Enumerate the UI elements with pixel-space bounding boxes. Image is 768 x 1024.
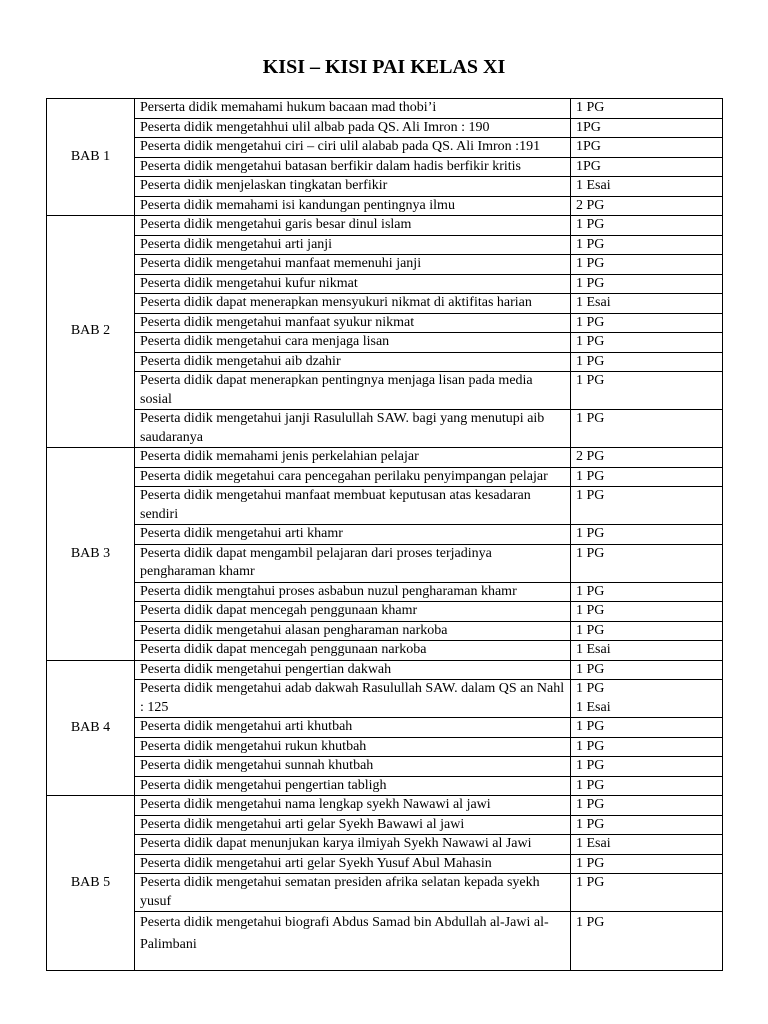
indicator-cell: Peserta didik dapat mengambil pelajaran dari proses terjadinya pengharaman khamr [135,544,571,582]
score-cell [571,525,723,545]
indicator-cell: Peserta didik mengetahui adab dakwah Rasulullah SAW. dalam QS an Nahl : 125 [135,680,571,718]
indicator-cell: Peserta didik dapat mencegah penggunaan narkoba [135,641,571,661]
score-value: 1 PG [576,603,605,618]
score-value: 1 PG [576,373,605,388]
indicator-cell: Peserta didik dapat menerapkan mensyukuri nikmat di aktifitas harian [135,294,571,314]
indicator-cell: Peserta didik mengetahui kufur nikmat [135,274,571,294]
indicator-cell: Peserta didik mengetahui aib dzahir [135,352,571,372]
table-row [47,467,723,487]
score-cell [571,294,723,314]
score-value: 1 PG [576,622,605,638]
table-row [47,333,723,353]
table-row [47,138,723,158]
table-row [47,718,723,738]
score-value-secondary: 1 Esai [576,699,611,715]
indicator-cell: Peserta didik mengetahui manfaat membuat keputusan atas kesadaran sendiri [135,487,571,525]
score-cell [571,448,723,468]
indicator-cell: Peserta didik mengetahui batasan berfikir dalam hadis berfikir kritis [135,157,571,177]
table-row [47,757,723,777]
score-value: 1 Esai [576,295,611,310]
table-row [47,641,723,661]
score-value: 1 PG [576,681,605,696]
indicator-cell: Peserta didik mengetahui manfaat memenuhi janji [135,255,571,275]
bab-label: BAB 3 [47,448,135,661]
indicator-cell: Peserta didik memahami isi kandungan pentingnya ilmu [135,196,571,216]
indicator-cell: Peserta didik mengetahui arti janji [135,235,571,255]
score-value: 1 PG [576,855,605,871]
score-cell [571,835,723,855]
indicator-cell: Peserta didik memahami jenis perkelahian pelajar [135,448,571,468]
score-cell [571,118,723,138]
indicator-cell: Peserta didik dapat mencegah penggunaan khamr [135,602,571,622]
table-row [47,525,723,545]
score-cell [571,157,723,177]
score-cell [571,99,723,119]
page-title: KISI – KISI PAI KELAS XI [262,56,506,78]
table-row [47,157,723,177]
score-cell [571,718,723,738]
bab-label: BAB 2 [47,216,135,448]
score-cell [571,874,723,912]
table-row [47,912,723,971]
score-value: 1 Esai [576,178,611,193]
table-row [47,796,723,816]
score-cell [571,621,723,641]
indicator-cell: Perserta didik memahami hukum bacaan mad thobi’i [135,99,571,119]
score-value: 1 PG [576,719,605,734]
score-value: 1 PG [576,777,605,793]
bab-label: BAB 5 [47,796,135,971]
score-value: 1 PG [576,334,605,349]
score-value: 1PG [576,139,601,154]
table-row [47,177,723,197]
table-row [47,448,723,468]
score-cell [571,255,723,275]
table-row [47,216,723,236]
score-value: 1 PG [576,583,605,599]
indicator-cell: Peserta didik mengetahui janji Rasulullah SAW. bagi yang menutupi aib saudaranya [135,410,571,448]
table-row [47,99,723,119]
table-row [47,854,723,874]
score-cell [571,216,723,236]
table-row [47,235,723,255]
score-value: 1 PG [576,738,605,754]
score-cell [571,815,723,835]
table-row [47,582,723,602]
indicator-cell: Peserta didik mengtahui proses asbabun nuzul pengharaman khamr [135,582,571,602]
indicator-cell: Peserta didik mengetahui pengertian tabligh [135,776,571,796]
indicator-cell: Peserta didik mengetahhui ulil albab pada QS. Ali Imron : 190 [135,118,571,138]
table-row [47,352,723,372]
table-row [47,874,723,912]
score-value: 2 PG [576,449,605,464]
score-value: 1 PG [576,468,605,484]
score-value: 1 PG [576,526,605,541]
indicator-cell: Peserta didik mengetahui arti gelar Syekh Yusuf Abul Mahasin [135,854,571,874]
table-row [47,274,723,294]
score-cell [571,487,723,525]
indicator-cell: Peserta didik mengetahui arti gelar Syekh Bawawi al jawi [135,815,571,835]
indicator-cell: Peserta didik mengetahui arti khutbah [135,718,571,738]
indicator-cell: Peserta didik mengetahui ciri – ciri ulil alabab pada QS. Ali Imron :191 [135,138,571,158]
score-value: 1 PG [576,545,605,561]
table-row [47,544,723,582]
score-value: 1 PG [576,488,605,503]
score-value: 1PG [576,158,601,174]
score-value: 1 PG [576,314,605,330]
indicator-cell: Peserta didik mengetahui rukun khutbah [135,737,571,757]
indicator-cell: Peserta didik mengetahui nama lengkap syekh Nawawi al jawi [135,796,571,816]
indicator-cell: Peserta didik mengetahui pengertian dakwah [135,660,571,680]
score-cell [571,796,723,816]
table-row [47,737,723,757]
table-row [47,680,723,718]
score-cell [571,582,723,602]
score-value: 1 PG [576,256,605,271]
table-row [47,372,723,410]
score-cell [571,660,723,680]
table-row [47,255,723,275]
table-row [47,835,723,855]
score-value: 1 PG [576,217,605,232]
score-cell [571,641,723,661]
score-cell [571,854,723,874]
score-value: 1PG [576,119,601,135]
indicator-cell: Peserta didik mengetahui sunnah khutbah [135,757,571,777]
score-value: 1 Esai [576,642,611,657]
score-cell [571,333,723,353]
indicator-cell: Peserta didik dapat menerapkan pentingnya menjaga lisan pada media sosial [135,372,571,410]
indicator-cell: Peserta didik mengetahui garis besar dinul islam [135,216,571,236]
score-cell [571,602,723,622]
score-value: 1 PG [576,875,605,890]
score-cell [571,352,723,372]
indicator-cell: Peserta didik mengetahui arti khamr [135,525,571,545]
table-row [47,313,723,333]
indicator-cell: Peserta didik mengetahui cara menjaga lisan [135,333,571,353]
score-value: 1 PG [576,661,605,677]
score-value: 1 PG [576,816,605,832]
score-value: 2 PG [576,197,605,213]
table-row [47,487,723,525]
score-value: 1 PG [576,236,605,252]
table-row [47,410,723,448]
indicator-cell: Peserta didik menjelaskan tingkatan berfikir [135,177,571,197]
score-value: 1 PG [576,758,605,773]
score-cell [571,467,723,487]
score-cell [571,544,723,582]
indicator-cell: Peserta didik mengetahui biografi Abdus Samad bin Abdullah al-Jawi al-Palimbani [135,912,571,971]
table-row [47,776,723,796]
table-row [47,602,723,622]
bab-label: BAB 1 [47,99,135,216]
score-cell [571,680,723,718]
score-cell [571,410,723,448]
score-cell [571,196,723,216]
score-cell [571,313,723,333]
score-value: 1 PG [576,411,605,426]
table-row [47,118,723,138]
indicator-cell: Peserta didik mengetahui alasan pengharaman narkoba [135,621,571,641]
indicator-cell: Peserta didik mengetahui manfaat syukur nikmat [135,313,571,333]
score-cell [571,177,723,197]
score-value: 1 PG [576,275,605,291]
score-cell [571,372,723,410]
table-row [47,660,723,680]
score-cell [571,235,723,255]
score-value: 1 PG [576,353,605,369]
indicator-cell: Peserta didik dapat menunjukan karya ilmiyah Syekh Nawawi al Jawi [135,835,571,855]
kisi-table-body [47,99,723,971]
score-cell [571,912,723,971]
score-value: 1 PG [576,915,605,930]
table-row [47,196,723,216]
kisi-table [46,98,723,971]
score-cell [571,138,723,158]
bab-label: BAB 4 [47,660,135,796]
score-value: 1 Esai [576,836,611,851]
score-value: 1 PG [576,100,605,115]
indicator-cell: Peserta didik mengetahui sematan presiden afrika selatan kepada syekh yusuf [135,874,571,912]
score-cell [571,737,723,757]
score-value: 1 PG [576,797,605,812]
score-cell [571,757,723,777]
table-row [47,815,723,835]
score-cell [571,776,723,796]
indicator-cell: Peserta didik megetahui cara pencegahan perilaku penyimpangan pelajar [135,467,571,487]
score-cell [571,274,723,294]
table-row [47,621,723,641]
table-row [47,294,723,314]
